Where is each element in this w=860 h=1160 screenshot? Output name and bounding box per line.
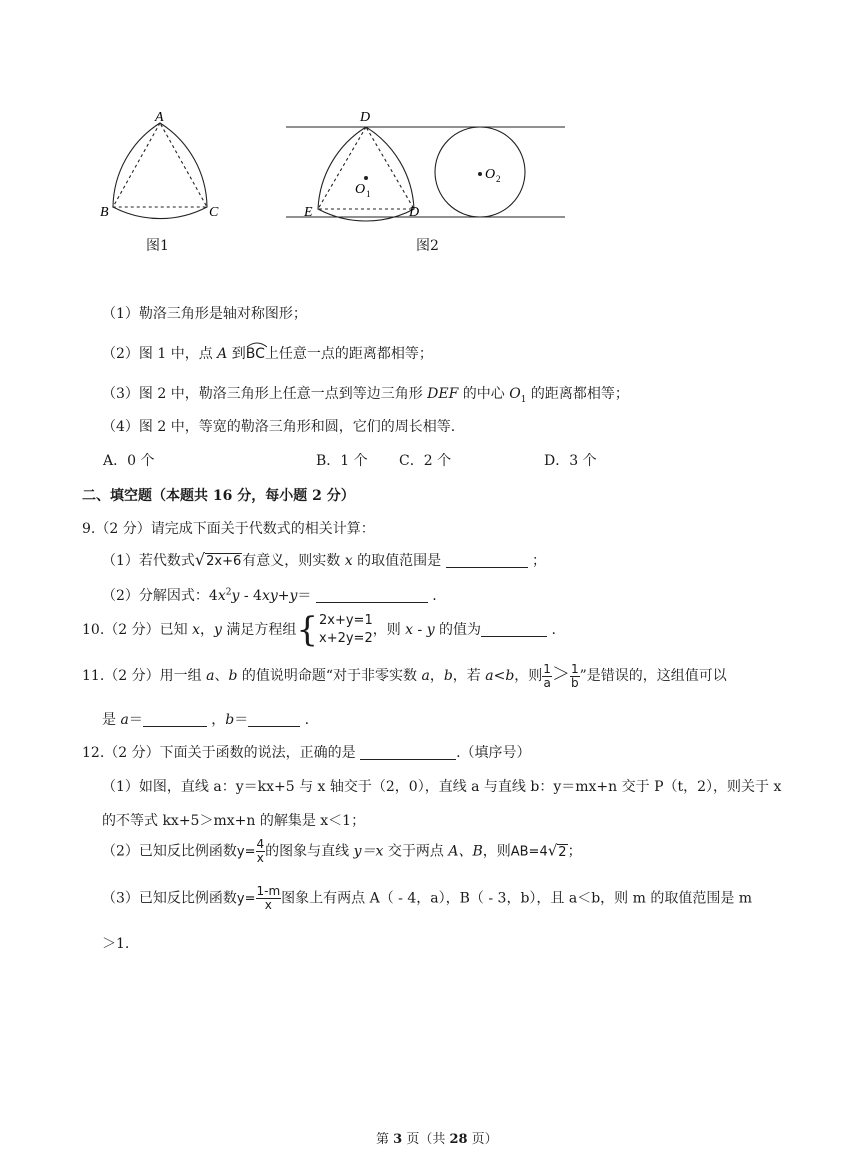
q12-p3-den: x [264, 898, 272, 912]
q12-p2-text-a: （2）已知反比例函数 [102, 843, 237, 860]
arc-bc-label: BC [245, 346, 265, 362]
q11-l2-text-a: 是 [102, 712, 121, 728]
sqrt-symbol-2: √ [547, 841, 558, 860]
q8-s2-text-a: （2）图 1 中，点 [102, 346, 218, 362]
q9-p2-eq: ＝ [297, 588, 316, 604]
fig2-caption: 图2 [416, 238, 439, 254]
q11-text-a: 11.（2 分）用一组 [82, 668, 207, 684]
q8-s1-text: （1）勒洛三角形是轴对称图形； [102, 306, 307, 322]
q9-p2-end: . [427, 588, 437, 604]
arc-symbol [246, 341, 268, 348]
q8-statement-2 [102, 343, 433, 363]
q10-comma: ， [199, 622, 214, 638]
q11-l2-comma: ， [206, 712, 226, 728]
q9-p2-xy: xy [261, 588, 278, 604]
q12-p2-line: y＝x [353, 843, 384, 860]
q8-s4-text: （4）图 2 中，等宽的勒洛三角形和圆，它们的周长相等. [102, 419, 456, 435]
q11-text-g: ”是错误的，这组值可以 [579, 668, 727, 684]
fig2-label-o2-sub: 2 [496, 174, 501, 184]
q12-answer-blank[interactable] [360, 745, 456, 760]
q9-p1-text-b: 有意义，则实数 [242, 553, 345, 569]
q10 [82, 612, 556, 648]
sqrt-symbol: √ [194, 550, 206, 569]
q12-part-2 [102, 838, 582, 865]
footer-text-b: 页（共 [402, 1132, 450, 1147]
system-brace: { [296, 610, 318, 650]
figure-drawings [0, 0, 860, 260]
footer-text-a: 第 [376, 1132, 394, 1147]
q12-p2-y: y= [236, 844, 256, 860]
q10-expr: x - y [405, 622, 435, 638]
fig2-label-e: E [304, 205, 313, 220]
q11-text-f: ，则 [514, 668, 543, 684]
q11-answer-blank-a[interactable] [143, 712, 207, 727]
q9-answer-blank-1[interactable] [446, 553, 528, 568]
arc-bc [246, 346, 265, 362]
q11-text-c: 的值说明命题“对于非零实数 [237, 668, 422, 684]
fig1-label-c: C [209, 205, 219, 220]
q10-end: . [547, 622, 556, 638]
q10-text-c: 满足方程组 [221, 622, 297, 638]
fig1-label-b: B [100, 205, 109, 220]
page-footer [376, 1128, 498, 1147]
q12-p2-radicand: 2 [558, 844, 567, 860]
q8-s3-def: DEF [427, 386, 459, 402]
q8-option-b[interactable]: B．1 个 [316, 453, 368, 469]
q10-var-y: y [213, 622, 222, 638]
figure-2 [286, 127, 565, 221]
q11-l2-eq-b: ＝ [234, 712, 249, 728]
q8-statement-4 [102, 416, 455, 436]
q10-var-x: x [192, 622, 200, 638]
page-number: 3 [393, 1132, 403, 1147]
figure-1 [113, 123, 207, 219]
q12-p2-end: ； [567, 843, 582, 860]
fig2-label-o1: O [355, 182, 366, 197]
fraction-1-over-a [542, 663, 552, 690]
dashed-triangle-1 [113, 123, 207, 207]
q9-p1-text-d: ； [527, 553, 546, 569]
fig2-label-d-top: D [360, 110, 371, 125]
fig1-caption: 图1 [146, 238, 169, 254]
q12-part-3-line-2: ＞1. [102, 936, 130, 952]
section2-text-e: 分） [321, 488, 355, 504]
q11-line-2 [102, 709, 309, 729]
q11-l2-end: . [300, 712, 310, 728]
fig2-label-d-bottom: D [409, 205, 420, 220]
center-o1-dot [364, 176, 368, 180]
q11-var-b2: b [443, 668, 453, 684]
q10-answer-blank[interactable] [481, 622, 547, 637]
q12-part-1-line-1: （1）如图，直线 a：y＝kx+5 与 x 轴交于（2，0），直线 a 与直线 b：y＝mx+n 交于 P（t，2），则关于 x [102, 779, 782, 795]
q11-line-1 [82, 660, 727, 690]
q11-text-e: ，若 [452, 668, 486, 684]
q11-comma: ， [429, 668, 444, 684]
q12-part-1-line-2: 的不等式 kx+5＞mx+n 的解集是 x＜1； [102, 813, 366, 829]
q12-p3-num: 1-m [256, 884, 281, 898]
fraction-4-over-x [256, 838, 266, 865]
q9-p2-y2: y [289, 588, 298, 604]
fraction-1-over-b [570, 663, 580, 690]
q8-option-c[interactable]: C．2 个 [399, 453, 452, 469]
fig2-label-o2: O [485, 167, 496, 182]
section2-text-c: 分，每小题 [232, 488, 313, 504]
fraction-1-minus-m-over-x [256, 885, 282, 912]
q11-var-a2: a [421, 668, 430, 684]
q9-p2-exp: 2 [225, 587, 232, 598]
q9-p1-text-a: （1）若代数式 [102, 553, 195, 569]
q9-radicand: 2x+6 [206, 554, 242, 569]
footer-text-c: 页） [467, 1132, 498, 1147]
q9-p2-text-a: （2）分解因式：4 [102, 588, 218, 604]
q12-p2-points: A、B [448, 843, 483, 860]
q12-stem [82, 742, 531, 762]
q10-text-a: 10.（2 分）已知 [82, 622, 193, 638]
section2-each: 2 [312, 488, 322, 504]
q11-l2-var-b: b [225, 712, 235, 728]
q8-option-a[interactable]: A．0 个 [103, 453, 155, 469]
center-o2-dot [478, 172, 482, 176]
q11-condition: a<b [485, 668, 515, 684]
q11-answer-blank-b[interactable] [248, 712, 300, 727]
q8-s2-text-c: 上任意一点的距离都相等； [264, 346, 433, 362]
q9-answer-blank-2[interactable] [316, 588, 428, 603]
equation-1: 2x+y=1 [319, 613, 373, 628]
q8-s3-text-c: 的距离都相等； [526, 386, 629, 402]
q12-p2-ab-eq: AB=4 [510, 844, 548, 860]
equation-2: x+2y=2 [319, 631, 373, 646]
q9-stem: 9.（2 分）请完成下面关于代数式的相关计算： [82, 521, 375, 537]
q12-p3-text-b: 图象上有两点 A（ - 4，a），B（ - 3，b），且 a＜b，则 m 的取值范围是 m [281, 890, 753, 907]
q12-p2-text-b: 的图象与直线 [265, 843, 354, 860]
frac2-den: b [570, 675, 579, 690]
q9-p2-x: x [217, 588, 226, 604]
section-2-heading [82, 485, 355, 505]
q12-p3-text-a: （3）已知反比例函数 [102, 890, 237, 907]
q10-text-e: 的值为 [434, 622, 482, 638]
q9-p2-plus: + [277, 588, 290, 604]
q12-p2-den: x [256, 851, 264, 865]
q9-part-1 [102, 550, 546, 570]
frac1-den: a [543, 675, 551, 690]
q9-p2-text-b: - 4 [239, 588, 262, 604]
q8-statement-1 [102, 303, 307, 323]
q11-l2-var-a: a [120, 712, 129, 728]
q8-option-d[interactable]: D．3 个 [544, 453, 597, 469]
fig1-label-a: A [155, 110, 164, 125]
frac1-num: 1 [543, 661, 551, 676]
q8-s3-text-a: （3）图 2 中，勒洛三角形上任意一点到等边三角形 [102, 386, 428, 402]
q12-part-3-line-1 [102, 885, 752, 912]
q11-l2-eq-a: ＝ [128, 712, 143, 728]
q12-stem-text-a: 12.（2 分）下面关于函数的说法，正确的是 [82, 745, 361, 761]
fig2-label-o1-sub: 1 [366, 189, 371, 199]
q9-p1-text-c: 的取值范围是 [352, 553, 446, 569]
q9-p1-var-x: x [344, 553, 353, 569]
q12-stem-text-b: .（填序号） [456, 745, 531, 761]
q11-sep: 、 [214, 668, 229, 684]
frac2-num: 1 [570, 661, 579, 676]
q8-s3-o: O [509, 386, 521, 402]
q10-text-d: ，则 [372, 622, 406, 638]
total-pages: 28 [449, 1132, 468, 1147]
q9-part-2 [102, 585, 437, 605]
section2-text-a: 二、填空题（本题共 [82, 488, 213, 504]
reuleaux-triangle-1 [113, 123, 207, 219]
reuleaux-triangle-2 [318, 127, 414, 221]
q8-s3-text-b: 的中心 [458, 386, 510, 402]
q12-p3-y: y= [236, 891, 256, 907]
q8-s3-sub: 1 [520, 394, 527, 405]
q11-gt: ＞ [551, 664, 570, 685]
q8-s2-point: A [217, 346, 228, 362]
q12-p2-text-c: 交于两点 [383, 843, 449, 860]
section2-points: 16 [212, 488, 233, 504]
q8-statement-3 [102, 383, 629, 405]
q12-p2-num: 4 [256, 837, 265, 851]
q11-var-b: b [228, 668, 238, 684]
q11-var-a: a [206, 668, 215, 684]
q12-p2-text-d: ，则 [482, 843, 511, 860]
q8-s2-text-b: 到 [227, 346, 246, 362]
q9-p2-y: y [231, 588, 240, 604]
equation-system [296, 612, 372, 648]
